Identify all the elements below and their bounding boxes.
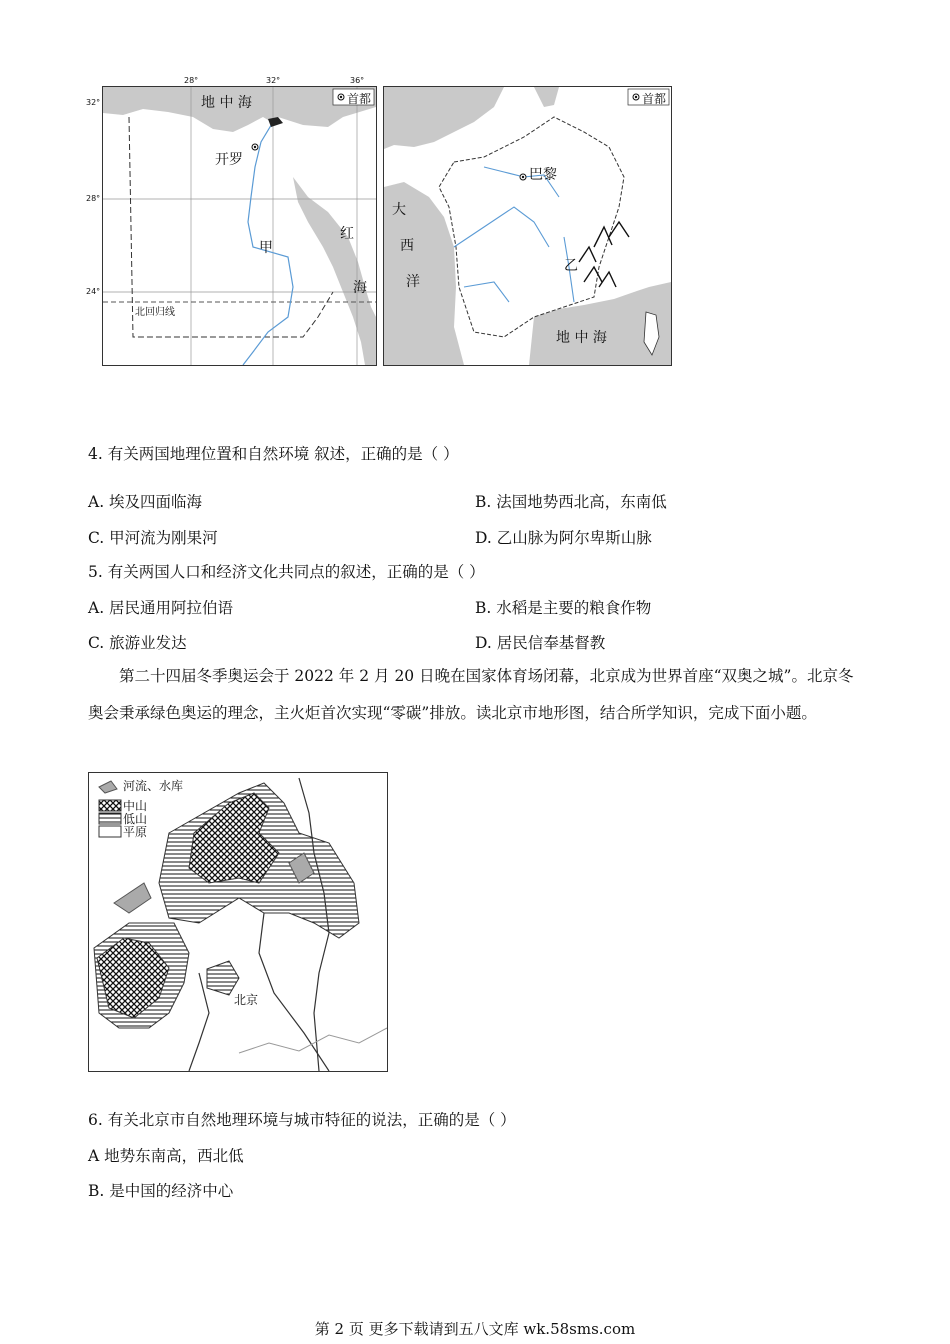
legend-middle-mountain-label: 中山 <box>123 799 148 813</box>
legend-plain-label: 平原 <box>123 825 148 839</box>
lat-tick-32: 32° <box>86 98 101 107</box>
city-label-cairo: 开罗 <box>215 152 243 168</box>
ocean-label-2: 西 <box>400 238 414 254</box>
question-5-stem: 5. 有关两国人口和经济文化共同点的叙述，正确的是（ ） <box>88 563 485 581</box>
legend-river-label: 河流、水库 <box>123 779 184 793</box>
city-label-paris: 巴黎 <box>529 167 557 183</box>
q5-option-b: B. 水稻是主要的粮食作物 <box>475 599 652 617</box>
france-map <box>383 86 672 366</box>
q6-option-a: A 地势东南高，西北低 <box>88 1147 244 1165</box>
river-label: 甲 <box>259 240 273 256</box>
question-4-stem: 4. 有关两国地理位置和自然环境 叙述，正确的是（ ） <box>88 445 459 463</box>
sea-label: 地 中 海 <box>201 95 252 111</box>
mountain-label: 乙 <box>564 258 578 274</box>
legend-low-mountain-label: 低山 <box>123 812 148 826</box>
beijing-map <box>88 772 388 1072</box>
q4-option-c: C. 甲河流为刚果河 <box>88 529 218 547</box>
capital-legend-label: 首都 <box>642 92 667 106</box>
sea-label: 地 中 海 <box>556 330 607 346</box>
egypt-map <box>102 86 377 366</box>
tropic-label: 北回归线 <box>135 307 175 318</box>
france-map-drawing <box>384 87 671 365</box>
lon-tick-36: 36° <box>350 76 365 85</box>
q4-option-d: D. 乙山脉为阿尔卑斯山脉 <box>475 529 652 547</box>
city-label-beijing: 北京 <box>234 993 259 1007</box>
q4-option-a: A. 埃及四面临海 <box>88 493 203 511</box>
red-sea-label-2: 海 <box>353 280 367 296</box>
lon-tick-28: 28° <box>184 76 199 85</box>
passage <box>88 658 868 732</box>
q5-option-a: A. 居民通用阿拉伯语 <box>88 599 234 617</box>
capital-legend-label: 首都 <box>347 92 372 106</box>
ocean-label-3: 洋 <box>406 274 420 290</box>
page-footer: 第 2 页 更多下载请到五八文库 wk.58sms.com <box>314 1320 636 1338</box>
question-6-stem: 6. 有关北京市自然地理环境与城市特征的说法，正确的是（ ） <box>88 1111 516 1129</box>
lat-tick-24: 24° <box>86 287 101 296</box>
q6-option-b: B. 是中国的经济中心 <box>88 1182 234 1200</box>
lon-tick-32: 32° <box>266 76 281 85</box>
q4-option-b: B. 法国地势西北高，东南低 <box>475 493 667 511</box>
lat-tick-28: 28° <box>86 194 101 203</box>
q5-option-c: C. 旅游业发达 <box>88 634 187 652</box>
red-sea-label-1: 红 <box>340 226 354 242</box>
q5-option-d: D. 居民信奉基督教 <box>475 634 606 652</box>
ocean-label-1: 大 <box>392 202 406 218</box>
passage-text: 第二十四届冬季奥运会于 2022 年 2 月 20 日晚在国家体育场闭幕，北京成为世界首座“双奥之城”。北京冬奥会秉承绿色奥运的理念，主火炬首次实现“零碳”排放。读北京市地形图，结合所学知识，完成下面小题。 <box>88 667 854 722</box>
egypt-map-drawing <box>103 87 376 365</box>
